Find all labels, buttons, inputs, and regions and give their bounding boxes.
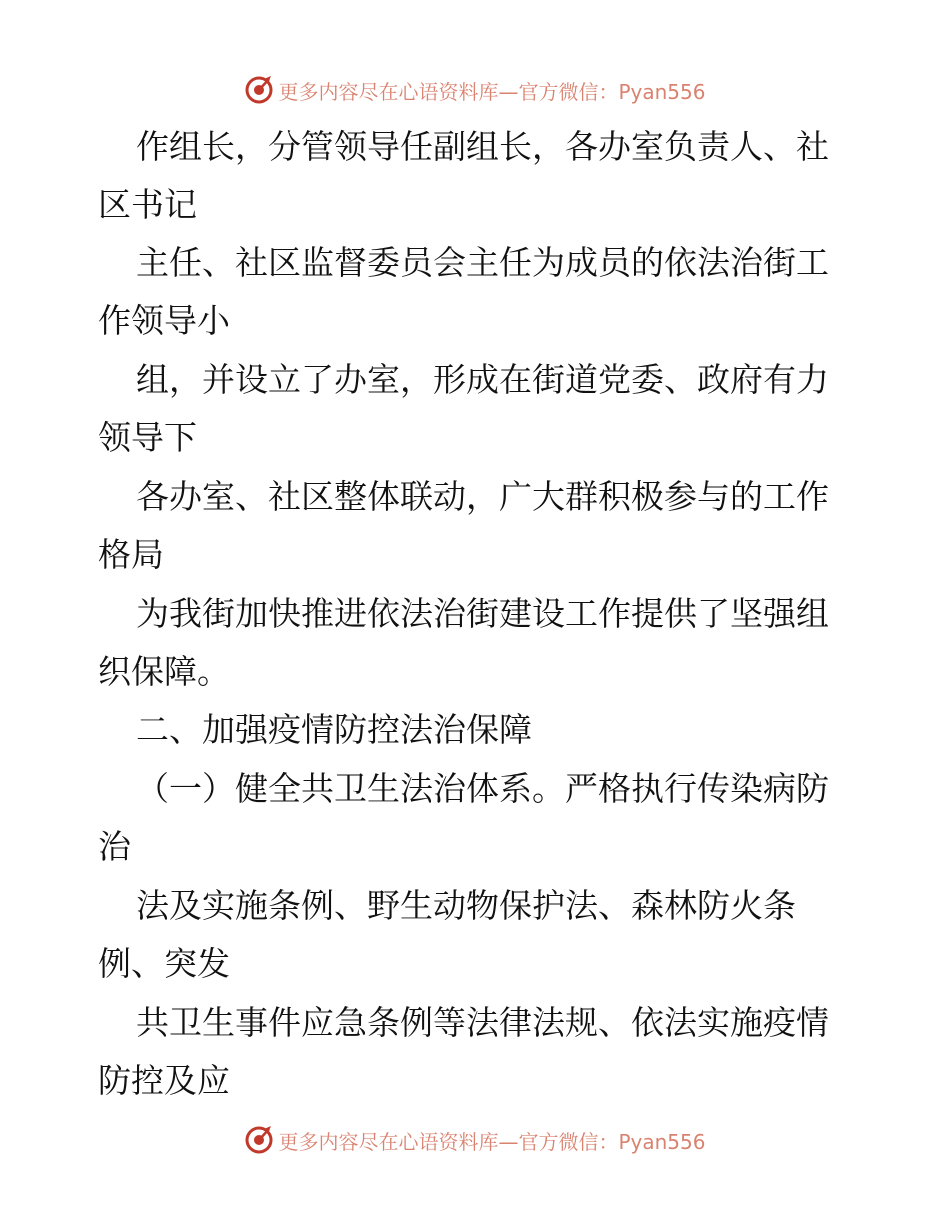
body-line: 例、突发	[98, 944, 230, 983]
body-line: 区书记	[98, 185, 197, 224]
header-banner-text: 更多内容尽在心语资料库—官方微信：Pyan556	[278, 79, 706, 104]
body-line: 格局	[98, 535, 164, 574]
body-line: 各办室、社区整体联动，广大群积极参与的工作	[136, 477, 829, 516]
body-line: 领导下	[98, 418, 197, 457]
footer-banner	[0, 1120, 950, 1160]
body-line: 组，并设立了办室，形成在街道党委、政府有力	[136, 360, 829, 399]
body-line: 治	[98, 827, 131, 866]
body-line: 防控及应	[98, 1061, 230, 1100]
body-line: 主任、社区监督委员会主任为成员的依法治街工	[136, 243, 829, 282]
body-line: 织保障。	[98, 652, 230, 691]
body-line: 共卫生事件应急条例等法律法规、依法实施疫情	[136, 1003, 829, 1042]
pen-logo-icon	[244, 1125, 274, 1155]
body-line: 法及实施条例、野生动物保护法、森林防火条	[136, 886, 796, 925]
footer-banner-text: 更多内容尽在心语资料库—官方微信：Pyan556	[278, 1129, 706, 1154]
body-line: （一）健全共卫生法治体系。严格执行传染病防	[136, 769, 829, 808]
body-line: 作组长，分管领导任副组长，各办室负责人、社	[136, 127, 829, 166]
body-line: 作领导小	[98, 301, 230, 340]
section-heading: 二、加强疫情防控法治保障	[136, 710, 532, 749]
body-line: 为我街加快推进依法治街建设工作提供了坚强组	[136, 594, 829, 633]
